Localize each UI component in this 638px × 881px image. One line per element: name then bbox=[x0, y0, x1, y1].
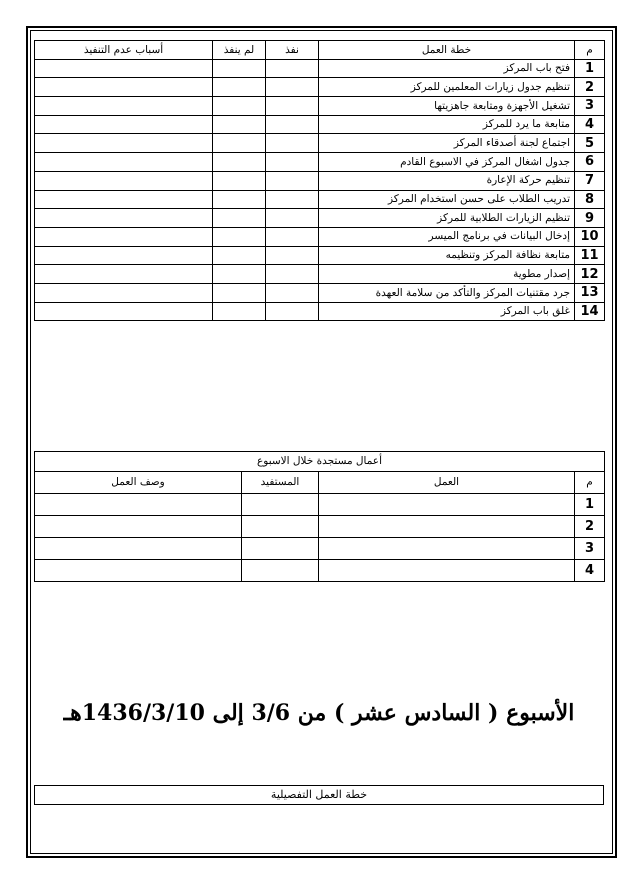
beneficiary-cell bbox=[242, 516, 319, 538]
plan-table bbox=[34, 40, 605, 321]
description-cell bbox=[35, 560, 242, 582]
reasons-cell bbox=[35, 302, 213, 321]
col-num-header: م bbox=[575, 472, 605, 494]
row-number: 2 bbox=[575, 78, 605, 97]
done-cell bbox=[266, 134, 319, 153]
description-cell bbox=[35, 538, 242, 560]
task-cell: تنظيم حركة الإعارة bbox=[319, 171, 575, 190]
row-number: 10 bbox=[575, 227, 605, 246]
reasons-cell bbox=[35, 265, 213, 284]
table-row bbox=[35, 171, 605, 190]
description-cell bbox=[35, 494, 242, 516]
row-number: 9 bbox=[575, 209, 605, 228]
week-title: الأسبوع ( السادس عشر ) من 3/6 إلى 1436/3/10هـ bbox=[63, 700, 575, 726]
col-work-header: العمل bbox=[319, 472, 575, 494]
row-number: 6 bbox=[575, 153, 605, 172]
work-cell bbox=[319, 516, 575, 538]
row-number: 3 bbox=[575, 538, 605, 560]
row-number: 5 bbox=[575, 134, 605, 153]
task-cell: اجتماع لجنة أصدقاء المركز bbox=[319, 134, 575, 153]
task-cell: إدخال البيانات في برنامج الميسر bbox=[319, 227, 575, 246]
table-row bbox=[35, 78, 605, 97]
reasons-cell bbox=[35, 78, 213, 97]
not-done-cell bbox=[213, 302, 266, 321]
not-done-cell bbox=[213, 171, 266, 190]
done-cell bbox=[266, 59, 319, 78]
extra-work-title: أعمال مستجدة خلال الاسبوع bbox=[35, 452, 605, 472]
table-row bbox=[35, 283, 605, 302]
table-row bbox=[35, 134, 605, 153]
reasons-cell bbox=[35, 171, 213, 190]
not-done-cell bbox=[213, 134, 266, 153]
row-number: 14 bbox=[575, 302, 605, 321]
col-reasons-header: أسباب عدم التنفيذ bbox=[35, 41, 213, 60]
not-done-cell bbox=[213, 59, 266, 78]
row-number: 1 bbox=[575, 494, 605, 516]
table-row bbox=[35, 516, 605, 538]
reasons-cell bbox=[35, 153, 213, 172]
row-number: 8 bbox=[575, 190, 605, 209]
beneficiary-cell bbox=[242, 560, 319, 582]
task-cell: غلق باب المركز bbox=[319, 302, 575, 321]
table-row bbox=[35, 538, 605, 560]
not-done-cell bbox=[213, 227, 266, 246]
col-not-done-header: لم ينفذ bbox=[213, 41, 266, 60]
task-cell: إصدار مطوية bbox=[319, 265, 575, 284]
col-plan-header: خطة العمل bbox=[319, 41, 575, 60]
col-done-header: نفذ bbox=[266, 41, 319, 60]
not-done-cell bbox=[213, 153, 266, 172]
reasons-cell bbox=[35, 190, 213, 209]
not-done-cell bbox=[213, 283, 266, 302]
beneficiary-cell bbox=[242, 538, 319, 560]
done-cell bbox=[266, 265, 319, 284]
table-row bbox=[35, 560, 605, 582]
row-number: 2 bbox=[575, 516, 605, 538]
table-row bbox=[35, 59, 605, 78]
row-number: 12 bbox=[575, 265, 605, 284]
done-cell bbox=[266, 190, 319, 209]
reasons-cell bbox=[35, 246, 213, 265]
task-cell: تشغيل الأجهزة ومتابعة جاهزيتها bbox=[319, 97, 575, 116]
done-cell bbox=[266, 78, 319, 97]
done-cell bbox=[266, 246, 319, 265]
done-cell bbox=[266, 302, 319, 321]
task-cell: جدول اشغال المركز في الاسبوع القادم bbox=[319, 153, 575, 172]
done-cell bbox=[266, 115, 319, 134]
reasons-cell bbox=[35, 209, 213, 228]
reasons-cell bbox=[35, 134, 213, 153]
done-cell bbox=[266, 227, 319, 246]
not-done-cell bbox=[213, 190, 266, 209]
not-done-cell bbox=[213, 265, 266, 284]
table-row bbox=[35, 246, 605, 265]
col-description-header: وصف العمل bbox=[35, 472, 242, 494]
detailed-plan-label: خطة العمل التفصيلية bbox=[34, 785, 604, 805]
table-row bbox=[35, 302, 605, 321]
reasons-cell bbox=[35, 97, 213, 116]
row-number: 13 bbox=[575, 283, 605, 302]
row-number: 11 bbox=[575, 246, 605, 265]
row-number: 7 bbox=[575, 171, 605, 190]
not-done-cell bbox=[213, 78, 266, 97]
not-done-cell bbox=[213, 209, 266, 228]
work-cell bbox=[319, 560, 575, 582]
not-done-cell bbox=[213, 97, 266, 116]
table-row bbox=[35, 153, 605, 172]
done-cell bbox=[266, 171, 319, 190]
row-number: 4 bbox=[575, 560, 605, 582]
extra-work-table bbox=[34, 451, 605, 582]
table-row bbox=[35, 227, 605, 246]
description-cell bbox=[35, 516, 242, 538]
done-cell bbox=[266, 97, 319, 116]
task-cell: فتح باب المركز bbox=[319, 59, 575, 78]
done-cell bbox=[266, 283, 319, 302]
reasons-cell bbox=[35, 283, 213, 302]
table-row bbox=[35, 265, 605, 284]
done-cell bbox=[266, 209, 319, 228]
extra-work-header bbox=[35, 472, 605, 494]
beneficiary-cell bbox=[242, 494, 319, 516]
work-cell bbox=[319, 494, 575, 516]
row-number: 3 bbox=[575, 97, 605, 116]
table-row bbox=[35, 190, 605, 209]
plan-table-header bbox=[35, 41, 605, 60]
col-num-header: م bbox=[575, 41, 605, 60]
task-cell: جرد مقتنيات المركز والتأكد من سلامة العهدة bbox=[319, 283, 575, 302]
task-cell: تنظيم الزيارات الطلابية للمركز bbox=[319, 209, 575, 228]
task-cell: تدريب الطلاب على حسن استخدام المركز bbox=[319, 190, 575, 209]
task-cell: متابعة نظافة المركز وتنظيمه bbox=[319, 246, 575, 265]
table-row bbox=[35, 494, 605, 516]
col-beneficiary-header: المستفيد bbox=[242, 472, 319, 494]
task-cell: تنظيم جدول زيارات المعلمين للمركز bbox=[319, 78, 575, 97]
not-done-cell bbox=[213, 115, 266, 134]
reasons-cell bbox=[35, 227, 213, 246]
reasons-cell bbox=[35, 59, 213, 78]
row-number: 4 bbox=[575, 115, 605, 134]
done-cell bbox=[266, 153, 319, 172]
work-cell bbox=[319, 538, 575, 560]
task-cell: متابعة ما يرد للمركز bbox=[319, 115, 575, 134]
table-row bbox=[35, 97, 605, 116]
extra-work-title-row bbox=[35, 452, 605, 472]
row-number: 1 bbox=[575, 59, 605, 78]
table-row bbox=[35, 115, 605, 134]
not-done-cell bbox=[213, 246, 266, 265]
table-row bbox=[35, 209, 605, 228]
reasons-cell bbox=[35, 115, 213, 134]
